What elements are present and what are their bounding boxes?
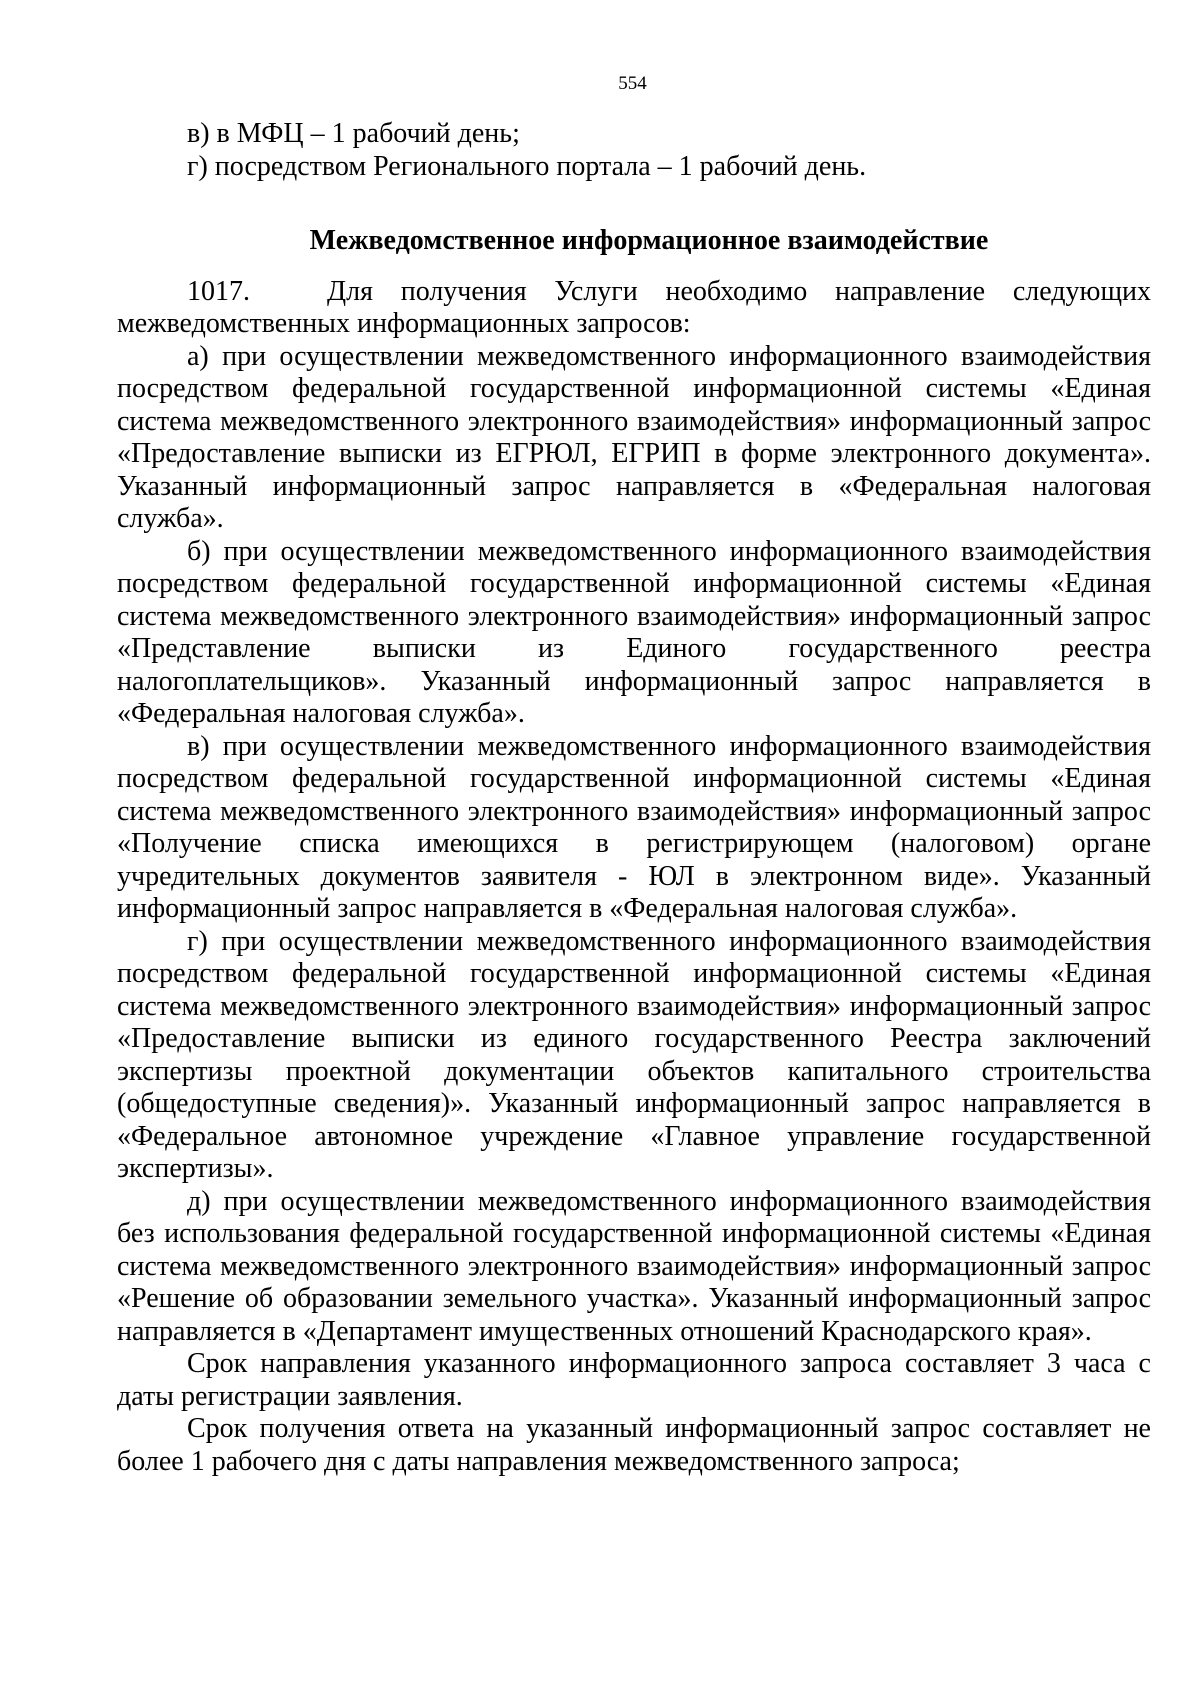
- paragraph-a: а) при осуществлении межведомственного информационного взаимодействия посредством федеральной государственной информационной системы «Единая система межведомственного электронного взаимодействия» информационный запрос «Предоставление выписки из ЕГРЮЛ, ЕГРИП в форме электронного документа». Указанный информационный запрос направляется в «Федеральная налоговая служба».: [117, 340, 1151, 534]
- paragraph-v: в) при осуществлении межведомственного информационного взаимодействия посредством федеральной государственной информационной системы «Единая система межведомственного электронного взаимодействия» информационный запрос «Получение списка имеющихся в регистрирующем (налоговом) органе учредительных документов заявителя - ЮЛ в электронном виде». Указанный информационный запрос направляется в «Федеральная налоговая служба».: [117, 730, 1151, 924]
- paragraph-request-deadline: Срок направления указанного информационного запроса составляет 3 часа с даты регистрации заявления.: [117, 1348, 1151, 1412]
- paragraph-g: г) при осуществлении межведомственного информационного взаимодействия посредством федеральной государственной информационной системы «Единая система межведомственного электронного взаимодействия» информационный запрос «Предоставление выписки из единого государственного Реестра заключений экспертизы проектной документации объектов капитального строительства (общедоступные сведения)». Указанный информационный запрос направляется в «Федеральное автономное учреждение «Главное управление государственной экспертизы».: [117, 925, 1151, 1184]
- item-number: 1017.: [187, 275, 250, 307]
- paragraph-b: б) при осуществлении межведомственного информационного взаимодействия посредством федеральной государственной информационной системы «Единая система межведомственного электронного взаимодействия» информационный запрос «Представление выписки из Единого государственного реестра налогоплательщиков». Указанный информационный запрос направляется в «Федеральная налоговая служба».: [117, 535, 1151, 729]
- line-regional-portal: г) посредством Регионального портала – 1 рабочий день.: [187, 150, 867, 182]
- line-mfc: в) в МФЦ – 1 рабочий день;: [187, 118, 520, 149]
- paragraph-response-deadline: Срок получения ответа на указанный информационный запрос составляет не более 1 рабочего дня с даты направления межведомственного запроса;: [117, 1413, 1151, 1477]
- item-text: Для получения Услуги необходимо направление следующих межведомственных информационных запросов:: [117, 275, 1151, 339]
- document-body: [117, 118, 1151, 1478]
- paragraph-d: д) при осуществлении межведомственного информационного взаимодействия без использования федеральной государственной информационной системы «Единая система межведомственного электронного взаимодействия» информационный запрос «Решение об образовании земельного участка». Указанный информационный запрос направляется в «Департамент имущественных отношений Краснодарского края».: [117, 1185, 1151, 1347]
- page-number: 554: [618, 73, 647, 94]
- section-heading: Межведомственное информационное взаимодействие: [309, 225, 989, 256]
- item-1017: [117, 276, 1151, 341]
